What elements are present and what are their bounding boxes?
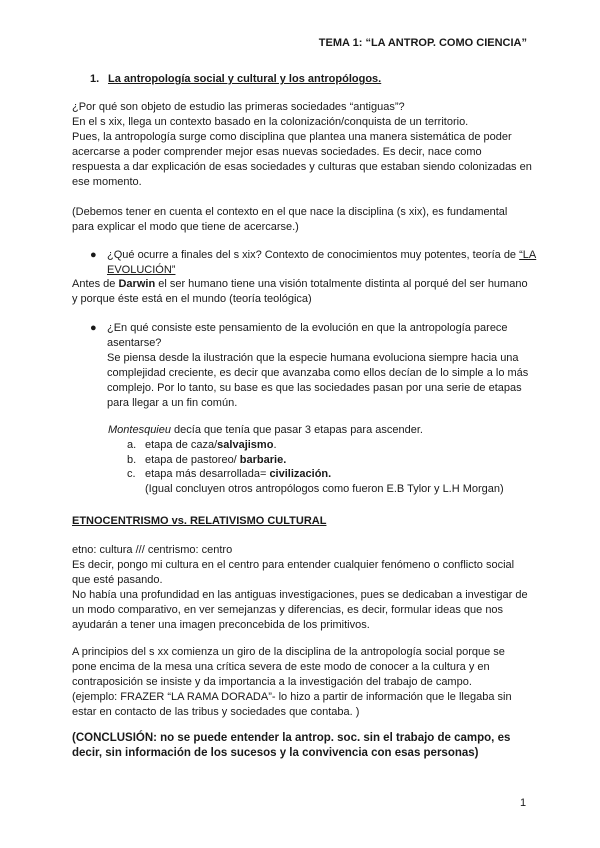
section-heading (90, 73, 381, 85)
darwin-paragraph: Antes de Darwin el ser humano tiene una visión totalmente distinta al porqué del ser humano y porque éste está en el mundo (teoría teológica) (72, 278, 528, 305)
darwin-name: Darwin (118, 278, 156, 290)
intro-explanation: Pues, la antropología surge como disciplina que plantea una manera sistemática de poder acercarse a poder comprender mejor esas nuevas sociedades. Es decir, nace como respuesta a dar explicación de esas sociedades y culturas que estaban siendo colonizadas en ese momento. (72, 131, 532, 188)
etno-definition: etno: cultura /// centrismo: centro (72, 544, 233, 556)
intro-paragraph (72, 100, 532, 190)
section-title: La antropología social y cultural y los antropólogos. (108, 73, 382, 85)
etno-paragraph (72, 543, 532, 633)
context-note: (Debemos tener en cuenta el contexto en el que nace la disciplina (s xix), es fundamental para explicar el modo que tiene de acercarse.) (72, 206, 508, 233)
bullet-question: ¿En qué consiste este pensamiento de la evolución en que la antropología parece asentarse? (107, 322, 508, 349)
page-number: 1 (520, 797, 527, 809)
bullet-evolution-text: ¿Qué ocurre a finales del s xix? Contexto de conocimientos muy potentes, teoría de “LA EVOLUCIÓN” (107, 249, 537, 276)
bullet-thought-text (107, 321, 543, 411)
section-number: 1. (90, 73, 100, 85)
twentieth-century-paragraph (72, 645, 532, 720)
turn-text: A principios del s xx comienza un giro de la disciplina de la antropología social porque se pone encima de la mesa una crítica severa de este modo de conocer a la cultura y en contraposición se insiste y da importancia a la investigación del trabajo de campo. (72, 646, 505, 688)
intro-context: En el s xix, llega un contexto basado en la colonización/conquista de un territorio. (72, 116, 469, 128)
evolution-link: “LA EVOLUCIÓN” (107, 249, 537, 276)
header-title: TEMA 1: “LA ANTROP. COMO CIENCIA” (318, 37, 527, 49)
bullet-body: Se piensa desde la ilustración que la especie humana evoluciona siempre hacia una complejidad creciente, es decir que avanzaba como ellos decían de lo simple a lo más complejo. Por lo tanto, su base es que las sociedades pasan por una serie de etapas para llegar a un fin común. (107, 352, 529, 409)
bullet-dot: ● (90, 249, 97, 261)
intro-question: ¿Por qué son objeto de estudio las primeras sociedades “antiguas”? (72, 101, 405, 113)
etno-explanation: Es decir, pongo mi cultura en el centro para entender cualquier fenómeno o conflicto social que esté pasando. (72, 559, 515, 586)
bullet-dot: ● (90, 322, 97, 334)
section2-heading: ETNOCENTRISMO vs. RELATIVISMO CULTURAL (72, 515, 327, 527)
montesquieu-name: Montesquieu (108, 424, 171, 436)
frazer-example: (ejemplo: FRAZER “LA RAMA DORADA”- lo hizo a partir de información que le llegaba sin estar en contacto de las tribus y sociedades que contaba. ) (72, 691, 512, 718)
montesquieu-line: Montesquieu decía que tenía que pasar 3 etapas para ascender. (108, 424, 423, 436)
etno-history: No había una profundidad en las antiguas investigaciones, pues se dedicaban a investigar de un modo comparativo, en ver semejanzas y diferencias, es decir, formular ideas que nos ayudarán a tener una imagen preconcebida de los primitivos. (72, 589, 528, 631)
conclusion: (CONCLUSIÓN: no se puede entender la antrop. soc. sin el trabajo de campo, es decir, sin información de los sucesos y la convivencia con esas personas) (72, 732, 511, 759)
document-page: TEMA 1: “LA ANTROP. COMO CIENCIA” 1. La antropología social y cultural y los antropólogos. ¿Por qué son objeto de estudio las primeras sociedades “antiguas”? En el s xix, llega un contexto basado en la colonización/conquista de un territorio. Pues, la antropología surge como disciplina que plantea una manera sistemática de poder acercarse a poder comprender mejor esas nuevas sociedades. Es decir, nace como respuesta a dar explicación de esas sociedades y culturas que estaban siendo colonizadas en ese momento. (Debemos tener en cuenta el contexto en el que nace la disciplina (s xix), es fundamental para explicar el modo que tiene de acercarse.) ● ¿Qué ocurre a finales del s xix? Contexto de conocimientos muy potentes, teoría de “LA EVOLUCIÓN” Antes de Darwin el ser humano tiene una visión totalmente distinta al porqué del ser humano y porque éste está en el mundo (teoría teológica) ● ¿En qué consiste este pensamiento de la evolución en que la antropología parece asentarse? Se piensa desde la ilustración que la especie humana evoluciona siempre hacia una complejidad creciente, es decir que avanzaba como ellos decían de lo simple a lo más complejo. Por lo tanto, su base es que las sociedades pasan por una serie de etapas para llegar a un fin común. Montesquieu decía que tenía que pasar 3 etapas para ascender. a. etapa de caza/salvajismo. b. etapa de pastoreo/ barbarie. c. etapa más desarrollada= civilización. (Igual concluyen otros antropólogos como fueron E.B Tylor y L.H Morgan) ETNOCENTRISMO vs. RELATIVISMO CULTURAL etno: cultura /// centrismo: centro Es decir, pongo mi cultura en el centro para entender cualquier fenómeno o conflicto social que esté pasando. No había una profundidad en las antiguas investigaciones, pues se dedicaban a investigar de un modo comparativo, en ver semejanzas y diferencias, es decir, formular ideas que nos ayudarán a tener una imagen preconcebida de los primitivos. A principios del s xx comienza un giro de la disciplina de la antropología social porque se pone encima de la mesa una crítica severa de este modo de conocer a la cultura y en contraposición se insiste y da importancia a la investigación del trabajo de campo. (ejemplo: FRAZER “LA RAMA DORADA”- lo hizo a partir de información que le llegaba sin estar en contacto de las tribus y sociedades que contaba. ) (CONCLUSIÓN: no se puede entender la antrop. soc. sin el trabajo de campo, es decir, sin información de los sucesos y la convivencia con esas personas) 1 (0, 0, 600, 848)
